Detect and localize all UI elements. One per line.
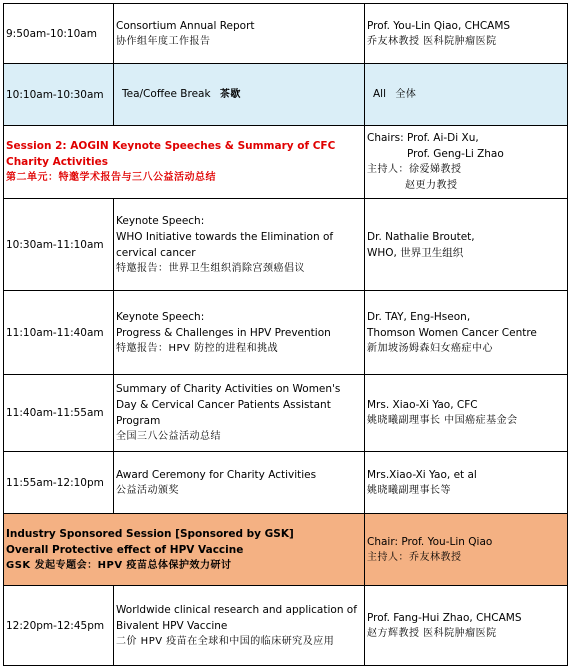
- topic-en: Progress & Challenges in HPV Prevention: [116, 326, 331, 339]
- time-cell: [4, 375, 114, 452]
- speaker-cell: [365, 4, 568, 64]
- topic-cell: [114, 452, 365, 514]
- speaker-cell: [365, 452, 568, 514]
- topic-en: Consortium Annual Report: [116, 19, 255, 32]
- host-label: 主持人：: [367, 164, 409, 175]
- time-text: 11:55am-12:10pm: [6, 476, 104, 489]
- topic-cn: 全国三八公益活动总结: [116, 431, 221, 442]
- topic-cn: 协作组年度工作报告: [116, 35, 211, 47]
- time-text: 11:10am-11:40am: [6, 326, 104, 339]
- speaker-cn: 姚晓曦副理事长 中国癌症基金会: [367, 415, 518, 426]
- topic-en: Summary of Charity Activities on Women's Day & Cervical Cancer Patients Assistant Program: [116, 383, 341, 427]
- host-2: 赵更力教授: [405, 180, 458, 191]
- time-cell: [4, 64, 114, 126]
- time-text: 10:30am-11:10am: [6, 238, 104, 251]
- time-cell: [4, 4, 114, 64]
- speaker-cell: [365, 64, 568, 126]
- speaker-cn: 全体: [395, 89, 417, 100]
- time-text: 11:40am-11:55am: [6, 407, 104, 419]
- speaker-en: Prof. You-Lin Qiao, CHCAMS: [367, 19, 511, 32]
- topic-cell: [114, 4, 365, 64]
- speaker-en: Dr. TAY, Eng-Hseon,: [367, 310, 471, 323]
- speaker-cell: [365, 291, 568, 375]
- time-text: 9:50am-10:10am: [6, 27, 97, 40]
- topic-cell: [114, 64, 365, 126]
- session-title-en: Session 2: AOGIN Keynote Speeches & Summary of CFC Charity Activities: [6, 140, 336, 168]
- speaker-cell: [365, 375, 568, 452]
- chair-cell: [365, 514, 568, 586]
- speaker-en: All: [373, 88, 387, 100]
- speaker-org: Thomson Women Cancer Centre: [367, 326, 537, 339]
- speaker-en: Mrs.Xiao-Xi Yao, et al: [367, 468, 477, 481]
- speaker-cn: 新加坡汤姆森妇女癌症中心: [367, 342, 493, 354]
- time-text: 12:20pm-12:45pm: [6, 619, 105, 632]
- agenda-row: [4, 291, 568, 375]
- agenda-row: [4, 199, 568, 291]
- chairs-cell: [365, 126, 568, 199]
- speaker-cn: 姚晓曦副理事长等: [367, 484, 451, 496]
- topic-cn: 特邀报告：世界卫生组织消除宫颈癌倡议: [116, 262, 305, 274]
- session-title-cn: 第二单元：特邀学术报告与三八公益活动总结: [6, 172, 216, 183]
- time-cell: [4, 452, 114, 514]
- chair-2: Prof. Geng-Li Zhao: [407, 148, 504, 160]
- agenda-row: [4, 375, 568, 452]
- topic-cn: 公益活动颁奖: [116, 484, 179, 496]
- topic-en: Award Ceremony for Charity Activities: [116, 468, 317, 481]
- speaker-en: Dr. Nathalie Broutet,: [367, 230, 475, 243]
- industry-session-line1: Industry Sponsored Session [Sponsored by GSK]: [6, 527, 294, 540]
- speaker-org: WHO, 世界卫生组织: [367, 246, 464, 259]
- host-1: 徐爱娣教授: [409, 164, 462, 175]
- agenda-row: [4, 4, 568, 64]
- industry-session-line3: GSK 发起专题会：HPV 疫苗总体保护效力研讨: [6, 559, 232, 571]
- topic-label: Keynote Speech:: [116, 310, 205, 323]
- topic-cn: 特邀报告：HPV 防控的进程和挑战: [116, 342, 279, 354]
- speaker-cell: [365, 586, 568, 666]
- industry-session-line2: Overall Protective effect of HPV Vaccine: [6, 543, 244, 556]
- session-header-row: [4, 126, 568, 199]
- speaker-cn: 乔友林教授 医科院肿瘤医院: [367, 35, 497, 47]
- chair-1: Prof. Ai-Di Xu,: [407, 132, 479, 144]
- topic-cell: [114, 375, 365, 452]
- topic-cell: [114, 586, 365, 666]
- agenda-row-break: [4, 64, 568, 126]
- topic-en: WHO Initiative towards the Elimination of cervical cancer: [116, 230, 334, 259]
- agenda-row: [4, 452, 568, 514]
- chairs-label: Chairs:: [367, 132, 404, 144]
- topic-cell: [114, 199, 365, 291]
- time-text: 10:10am-10:30am: [6, 88, 104, 101]
- speaker-en: Prof. Fang-Hui Zhao, CHCAMS: [367, 611, 522, 624]
- industry-session-title-cell: [4, 514, 365, 586]
- chair-name: Chair: Prof. You-Lin Qiao: [367, 535, 493, 548]
- industry-session-row: [4, 514, 568, 586]
- agenda-row: [4, 586, 568, 666]
- topic-label: Keynote Speech:: [116, 214, 205, 227]
- time-cell: [4, 291, 114, 375]
- speaker-en: Mrs. Xiao-Xi Yao, CFC: [367, 399, 478, 411]
- host-name: 主持人：乔友林教授: [367, 551, 462, 563]
- topic-en: Tea/Coffee Break: [122, 88, 211, 100]
- speaker-cn: 赵方辉教授 医科院肿瘤医院: [367, 627, 497, 639]
- topic-cn: 茶歇: [219, 89, 241, 100]
- speaker-cell: [365, 199, 568, 291]
- time-cell: [4, 199, 114, 291]
- session-title-cell: [4, 126, 365, 199]
- topic-cell: [114, 291, 365, 375]
- topic-en: Worldwide clinical research and application of Bivalent HPV Vaccine: [116, 603, 357, 632]
- agenda-table: [3, 3, 568, 666]
- topic-cn: 二价 HPV 疫苗在全球和中国的临床研究及应用: [116, 635, 335, 647]
- time-cell: [4, 586, 114, 666]
